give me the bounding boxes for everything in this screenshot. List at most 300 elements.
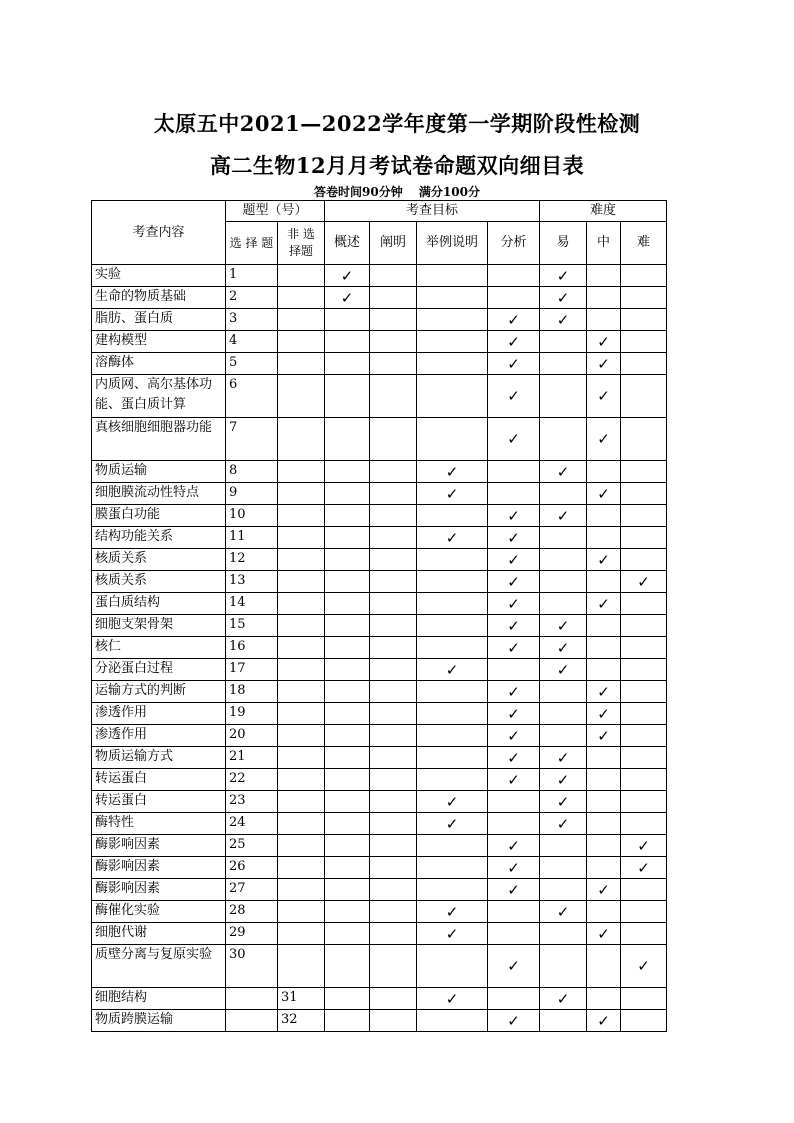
medium-cell	[587, 835, 621, 857]
medium-cell	[587, 659, 621, 681]
content-cell: 酶特性	[92, 813, 226, 835]
hard-cell	[621, 505, 667, 527]
non-choice-number-cell	[278, 857, 325, 879]
check-mark: ✓	[556, 748, 570, 767]
hard-cell	[621, 571, 667, 593]
overview-cell	[325, 615, 370, 637]
explain-cell	[370, 813, 417, 835]
non-choice-number-cell	[278, 309, 325, 331]
medium-cell	[587, 505, 621, 527]
non-choice-number-cell	[278, 879, 325, 901]
medium-cell	[587, 309, 621, 331]
document-subtitle: 高二生物12月月考试卷命题双向细目表	[209, 153, 585, 178]
example-cell	[417, 945, 488, 988]
overview-cell	[325, 791, 370, 813]
explain-cell	[370, 309, 417, 331]
analyze-cell	[488, 549, 540, 571]
analyze-cell	[488, 309, 540, 331]
content-cell: 生命的物质基础	[92, 287, 226, 309]
choice-number-cell: 14	[226, 593, 278, 615]
check-mark: ✓	[597, 550, 610, 569]
check-mark: ✓	[556, 902, 570, 921]
overview-cell	[325, 988, 370, 1010]
header-easy: 易	[540, 222, 587, 265]
check-mark: ✓	[340, 266, 354, 285]
explain-cell	[370, 988, 417, 1010]
hard-cell	[621, 265, 667, 287]
medium-cell	[587, 769, 621, 791]
overview-cell	[325, 549, 370, 571]
explain-cell	[370, 331, 417, 353]
table-row	[92, 331, 667, 353]
hard-cell	[621, 769, 667, 791]
medium-cell	[587, 923, 621, 945]
content-cell: 内质网、高尔基体功能、蛋白质计算	[92, 375, 226, 418]
check-mark: ✓	[556, 814, 570, 833]
check-mark: ✓	[445, 814, 459, 833]
check-mark: ✓	[597, 332, 610, 351]
content-cell: 核质关系	[92, 549, 226, 571]
overview-cell	[325, 375, 370, 418]
analyze-cell	[488, 945, 540, 988]
overview-cell	[325, 857, 370, 879]
non-choice-number-cell	[278, 505, 325, 527]
header-example: 举例说明	[417, 222, 488, 265]
non-choice-number-cell	[278, 353, 325, 375]
example-cell	[417, 791, 488, 813]
easy-cell	[540, 659, 587, 681]
example-cell	[417, 593, 488, 615]
easy-cell	[540, 945, 587, 988]
header-type-group: 题型（号）	[226, 201, 325, 222]
overview-cell	[325, 703, 370, 725]
table-row	[92, 615, 667, 637]
content-cell: 转运蛋白	[92, 769, 226, 791]
medium-cell	[587, 527, 621, 549]
easy-cell	[540, 725, 587, 747]
check-mark: ✓	[507, 506, 520, 525]
check-mark: ✓	[507, 310, 520, 329]
medium-cell	[587, 988, 621, 1010]
exam-info	[0, 183, 794, 200]
check-mark: ✓	[597, 1011, 610, 1030]
choice-number-cell: 17	[226, 659, 278, 681]
explain-cell	[370, 615, 417, 637]
check-mark: ✓	[556, 506, 570, 525]
choice-number-cell	[226, 988, 278, 1010]
analyze-cell	[488, 901, 540, 923]
hard-cell	[621, 287, 667, 309]
easy-cell	[540, 353, 587, 375]
medium-cell	[587, 375, 621, 418]
explain-cell	[370, 901, 417, 923]
check-mark: ✓	[507, 880, 520, 899]
non-choice-number-cell	[278, 461, 325, 483]
example-cell	[417, 637, 488, 659]
hard-cell	[621, 549, 667, 571]
medium-cell	[587, 265, 621, 287]
medium-cell	[587, 813, 621, 835]
easy-cell	[540, 527, 587, 549]
check-mark: ✓	[507, 430, 520, 448]
explain-cell	[370, 418, 417, 461]
easy-cell	[540, 593, 587, 615]
overview-cell	[325, 331, 370, 353]
hard-cell	[621, 309, 667, 331]
check-mark: ✓	[507, 594, 520, 613]
check-mark: ✓	[556, 288, 570, 307]
check-mark: ✓	[556, 266, 570, 285]
content-cell: 分泌蛋白过程	[92, 659, 226, 681]
choice-number-cell: 9	[226, 483, 278, 505]
overview-cell	[325, 571, 370, 593]
header-row-1	[92, 201, 667, 222]
content-cell: 蛋白质结构	[92, 593, 226, 615]
easy-cell	[540, 703, 587, 725]
content-cell: 结构功能关系	[92, 527, 226, 549]
choice-number-cell: 11	[226, 527, 278, 549]
example-cell	[417, 549, 488, 571]
content-cell: 细胞结构	[92, 988, 226, 1010]
easy-cell	[540, 287, 587, 309]
explain-cell	[370, 505, 417, 527]
check-mark: ✓	[507, 550, 520, 569]
choice-number-cell: 8	[226, 461, 278, 483]
hard-cell	[621, 375, 667, 418]
analyze-cell	[488, 637, 540, 659]
analyze-cell	[488, 659, 540, 681]
full-score: 满分100分	[418, 185, 480, 199]
check-mark: ✓	[507, 332, 520, 351]
exam-time: 答卷时间90分钟	[314, 185, 403, 199]
table-row	[92, 923, 667, 945]
medium-cell	[587, 637, 621, 659]
analyze-cell	[488, 813, 540, 835]
easy-cell	[540, 791, 587, 813]
overview-cell	[325, 923, 370, 945]
choice-number-cell: 22	[226, 769, 278, 791]
header-target-group: 考查目标	[325, 201, 540, 222]
choice-number-cell: 5	[226, 353, 278, 375]
content-cell: 渗透作用	[92, 703, 226, 725]
easy-cell	[540, 901, 587, 923]
example-cell	[417, 461, 488, 483]
non-choice-number-cell	[278, 659, 325, 681]
hard-cell	[621, 901, 667, 923]
analyze-cell	[488, 703, 540, 725]
check-mark: ✓	[507, 616, 520, 635]
analyze-cell	[488, 835, 540, 857]
easy-cell	[540, 375, 587, 418]
example-cell	[417, 857, 488, 879]
explain-cell	[370, 265, 417, 287]
example-cell	[417, 769, 488, 791]
table-row	[92, 703, 667, 725]
analyze-cell	[488, 461, 540, 483]
explain-cell	[370, 923, 417, 945]
overview-cell	[325, 483, 370, 505]
medium-cell	[587, 879, 621, 901]
check-mark: ✓	[507, 726, 520, 745]
non-choice-number-cell	[278, 527, 325, 549]
analyze-cell	[488, 265, 540, 287]
overview-cell	[325, 681, 370, 703]
easy-cell	[540, 747, 587, 769]
non-choice-number-cell	[278, 549, 325, 571]
choice-number-cell: 4	[226, 331, 278, 353]
explain-cell	[370, 725, 417, 747]
check-mark: ✓	[507, 748, 520, 767]
easy-cell	[540, 988, 587, 1010]
table-body	[92, 265, 667, 1032]
medium-cell	[587, 287, 621, 309]
choice-number-cell: 27	[226, 879, 278, 901]
check-mark: ✓	[556, 310, 570, 329]
analyze-cell	[488, 331, 540, 353]
non-choice-number-cell	[278, 375, 325, 418]
medium-cell	[587, 571, 621, 593]
explain-cell	[370, 571, 417, 593]
hard-cell	[621, 923, 667, 945]
analyze-cell	[488, 287, 540, 309]
check-mark: ✓	[507, 572, 520, 591]
overview-cell	[325, 418, 370, 461]
easy-cell	[540, 571, 587, 593]
table-row	[92, 791, 667, 813]
check-mark: ✓	[445, 528, 459, 547]
table-row	[92, 747, 667, 769]
non-choice-number-cell	[278, 681, 325, 703]
example-cell	[417, 659, 488, 681]
table-row	[92, 813, 667, 835]
check-mark: ✓	[507, 387, 520, 405]
non-choice-number-cell	[278, 593, 325, 615]
medium-cell	[587, 901, 621, 923]
explain-cell	[370, 375, 417, 418]
analyze-cell	[488, 615, 540, 637]
medium-cell	[587, 747, 621, 769]
content-cell: 真核细胞细胞器功能	[92, 418, 226, 461]
specification-table	[91, 200, 667, 1032]
table-row	[92, 527, 667, 549]
table-row	[92, 988, 667, 1010]
content-cell: 核质关系	[92, 571, 226, 593]
header-difficulty-group: 难度	[540, 201, 667, 222]
explain-cell	[370, 791, 417, 813]
check-mark: ✓	[637, 572, 650, 591]
hard-cell	[621, 527, 667, 549]
check-mark: ✓	[507, 682, 520, 701]
check-mark: ✓	[507, 770, 520, 789]
medium-cell	[587, 549, 621, 571]
explain-cell	[370, 461, 417, 483]
overview-cell	[325, 725, 370, 747]
table-row	[92, 879, 667, 901]
explain-cell	[370, 703, 417, 725]
hard-cell	[621, 593, 667, 615]
check-mark: ✓	[507, 638, 520, 657]
hard-cell	[621, 637, 667, 659]
check-mark: ✓	[556, 792, 570, 811]
example-cell	[417, 615, 488, 637]
non-choice-number-cell	[278, 813, 325, 835]
hard-cell	[621, 331, 667, 353]
choice-number-cell: 21	[226, 747, 278, 769]
content-cell: 脂肪、蛋白质	[92, 309, 226, 331]
content-cell: 细胞代谢	[92, 923, 226, 945]
hard-cell	[621, 1010, 667, 1032]
header-medium: 中	[587, 222, 621, 265]
example-cell	[417, 835, 488, 857]
medium-cell	[587, 725, 621, 747]
non-choice-number-cell	[278, 769, 325, 791]
check-mark: ✓	[507, 704, 520, 723]
non-choice-number-cell	[278, 265, 325, 287]
medium-cell	[587, 857, 621, 879]
example-cell	[417, 813, 488, 835]
explain-cell	[370, 659, 417, 681]
table-row	[92, 549, 667, 571]
hard-cell	[621, 945, 667, 988]
header-content: 考查内容	[92, 201, 226, 265]
explain-cell	[370, 681, 417, 703]
easy-cell	[540, 923, 587, 945]
table-row	[92, 637, 667, 659]
content-cell: 酶影响因素	[92, 857, 226, 879]
check-mark: ✓	[507, 957, 520, 975]
choice-number-cell: 15	[226, 615, 278, 637]
explain-cell	[370, 835, 417, 857]
table-row	[92, 659, 667, 681]
table-row	[92, 681, 667, 703]
choice-number-cell: 10	[226, 505, 278, 527]
explain-cell	[370, 747, 417, 769]
explain-cell	[370, 637, 417, 659]
table-row	[92, 769, 667, 791]
content-cell: 渗透作用	[92, 725, 226, 747]
content-cell: 物质运输方式	[92, 747, 226, 769]
non-choice-number-cell	[278, 835, 325, 857]
analyze-cell	[488, 725, 540, 747]
hard-cell	[621, 659, 667, 681]
choice-number-cell: 26	[226, 857, 278, 879]
choice-number-cell: 30	[226, 945, 278, 988]
table-row	[92, 418, 667, 461]
check-mark: ✓	[556, 616, 570, 635]
table-row	[92, 1010, 667, 1032]
explain-cell	[370, 287, 417, 309]
content-cell: 核仁	[92, 637, 226, 659]
example-cell	[417, 483, 488, 505]
overview-cell	[325, 287, 370, 309]
medium-cell	[587, 615, 621, 637]
easy-cell	[540, 769, 587, 791]
overview-cell	[325, 265, 370, 287]
check-mark: ✓	[597, 594, 610, 613]
medium-cell	[587, 681, 621, 703]
easy-cell	[540, 637, 587, 659]
example-cell	[417, 988, 488, 1010]
choice-number-cell: 20	[226, 725, 278, 747]
easy-cell	[540, 615, 587, 637]
hard-cell	[621, 835, 667, 857]
analyze-cell	[488, 505, 540, 527]
check-mark: ✓	[597, 682, 610, 701]
table-row	[92, 593, 667, 615]
check-mark: ✓	[556, 770, 570, 789]
header-explain: 阐明	[370, 222, 417, 265]
example-cell	[417, 265, 488, 287]
choice-number-cell: 2	[226, 287, 278, 309]
check-mark: ✓	[597, 704, 610, 723]
explain-cell	[370, 353, 417, 375]
overview-cell	[325, 637, 370, 659]
overview-cell	[325, 461, 370, 483]
easy-cell	[540, 681, 587, 703]
hard-cell	[621, 725, 667, 747]
table-row	[92, 835, 667, 857]
table-row	[92, 287, 667, 309]
check-mark: ✓	[445, 660, 459, 679]
non-choice-number-cell	[278, 945, 325, 988]
non-choice-number-cell	[278, 571, 325, 593]
explain-cell	[370, 527, 417, 549]
check-mark: ✓	[445, 902, 459, 921]
choice-number-cell: 3	[226, 309, 278, 331]
analyze-cell	[488, 923, 540, 945]
header-overview: 概述	[325, 222, 370, 265]
overview-cell	[325, 353, 370, 375]
medium-cell	[587, 791, 621, 813]
check-mark: ✓	[445, 989, 459, 1008]
easy-cell	[540, 879, 587, 901]
overview-cell	[325, 527, 370, 549]
analyze-cell	[488, 353, 540, 375]
hard-cell	[621, 857, 667, 879]
check-mark: ✓	[637, 836, 650, 855]
explain-cell	[370, 549, 417, 571]
check-mark: ✓	[507, 836, 520, 855]
overview-cell	[325, 1010, 370, 1032]
easy-cell	[540, 309, 587, 331]
analyze-cell	[488, 1010, 540, 1032]
hard-cell	[621, 681, 667, 703]
medium-cell	[587, 483, 621, 505]
overview-cell	[325, 309, 370, 331]
analyze-cell	[488, 571, 540, 593]
check-mark: ✓	[597, 354, 610, 373]
analyze-cell	[488, 527, 540, 549]
medium-cell	[587, 593, 621, 615]
analyze-cell	[488, 681, 540, 703]
hard-cell	[621, 483, 667, 505]
choice-number-cell: 16	[226, 637, 278, 659]
choice-number-cell: 25	[226, 835, 278, 857]
non-choice-number-cell: 31	[278, 988, 325, 1010]
hard-cell	[621, 418, 667, 461]
analyze-cell	[488, 857, 540, 879]
check-mark: ✓	[445, 924, 459, 943]
non-choice-number-cell	[278, 923, 325, 945]
non-choice-number-cell	[278, 287, 325, 309]
check-mark: ✓	[445, 484, 459, 503]
check-mark: ✓	[556, 989, 570, 1008]
medium-cell	[587, 353, 621, 375]
content-cell: 酶影响因素	[92, 835, 226, 857]
explain-cell	[370, 593, 417, 615]
choice-number-cell: 6	[226, 375, 278, 418]
check-mark: ✓	[556, 638, 570, 657]
